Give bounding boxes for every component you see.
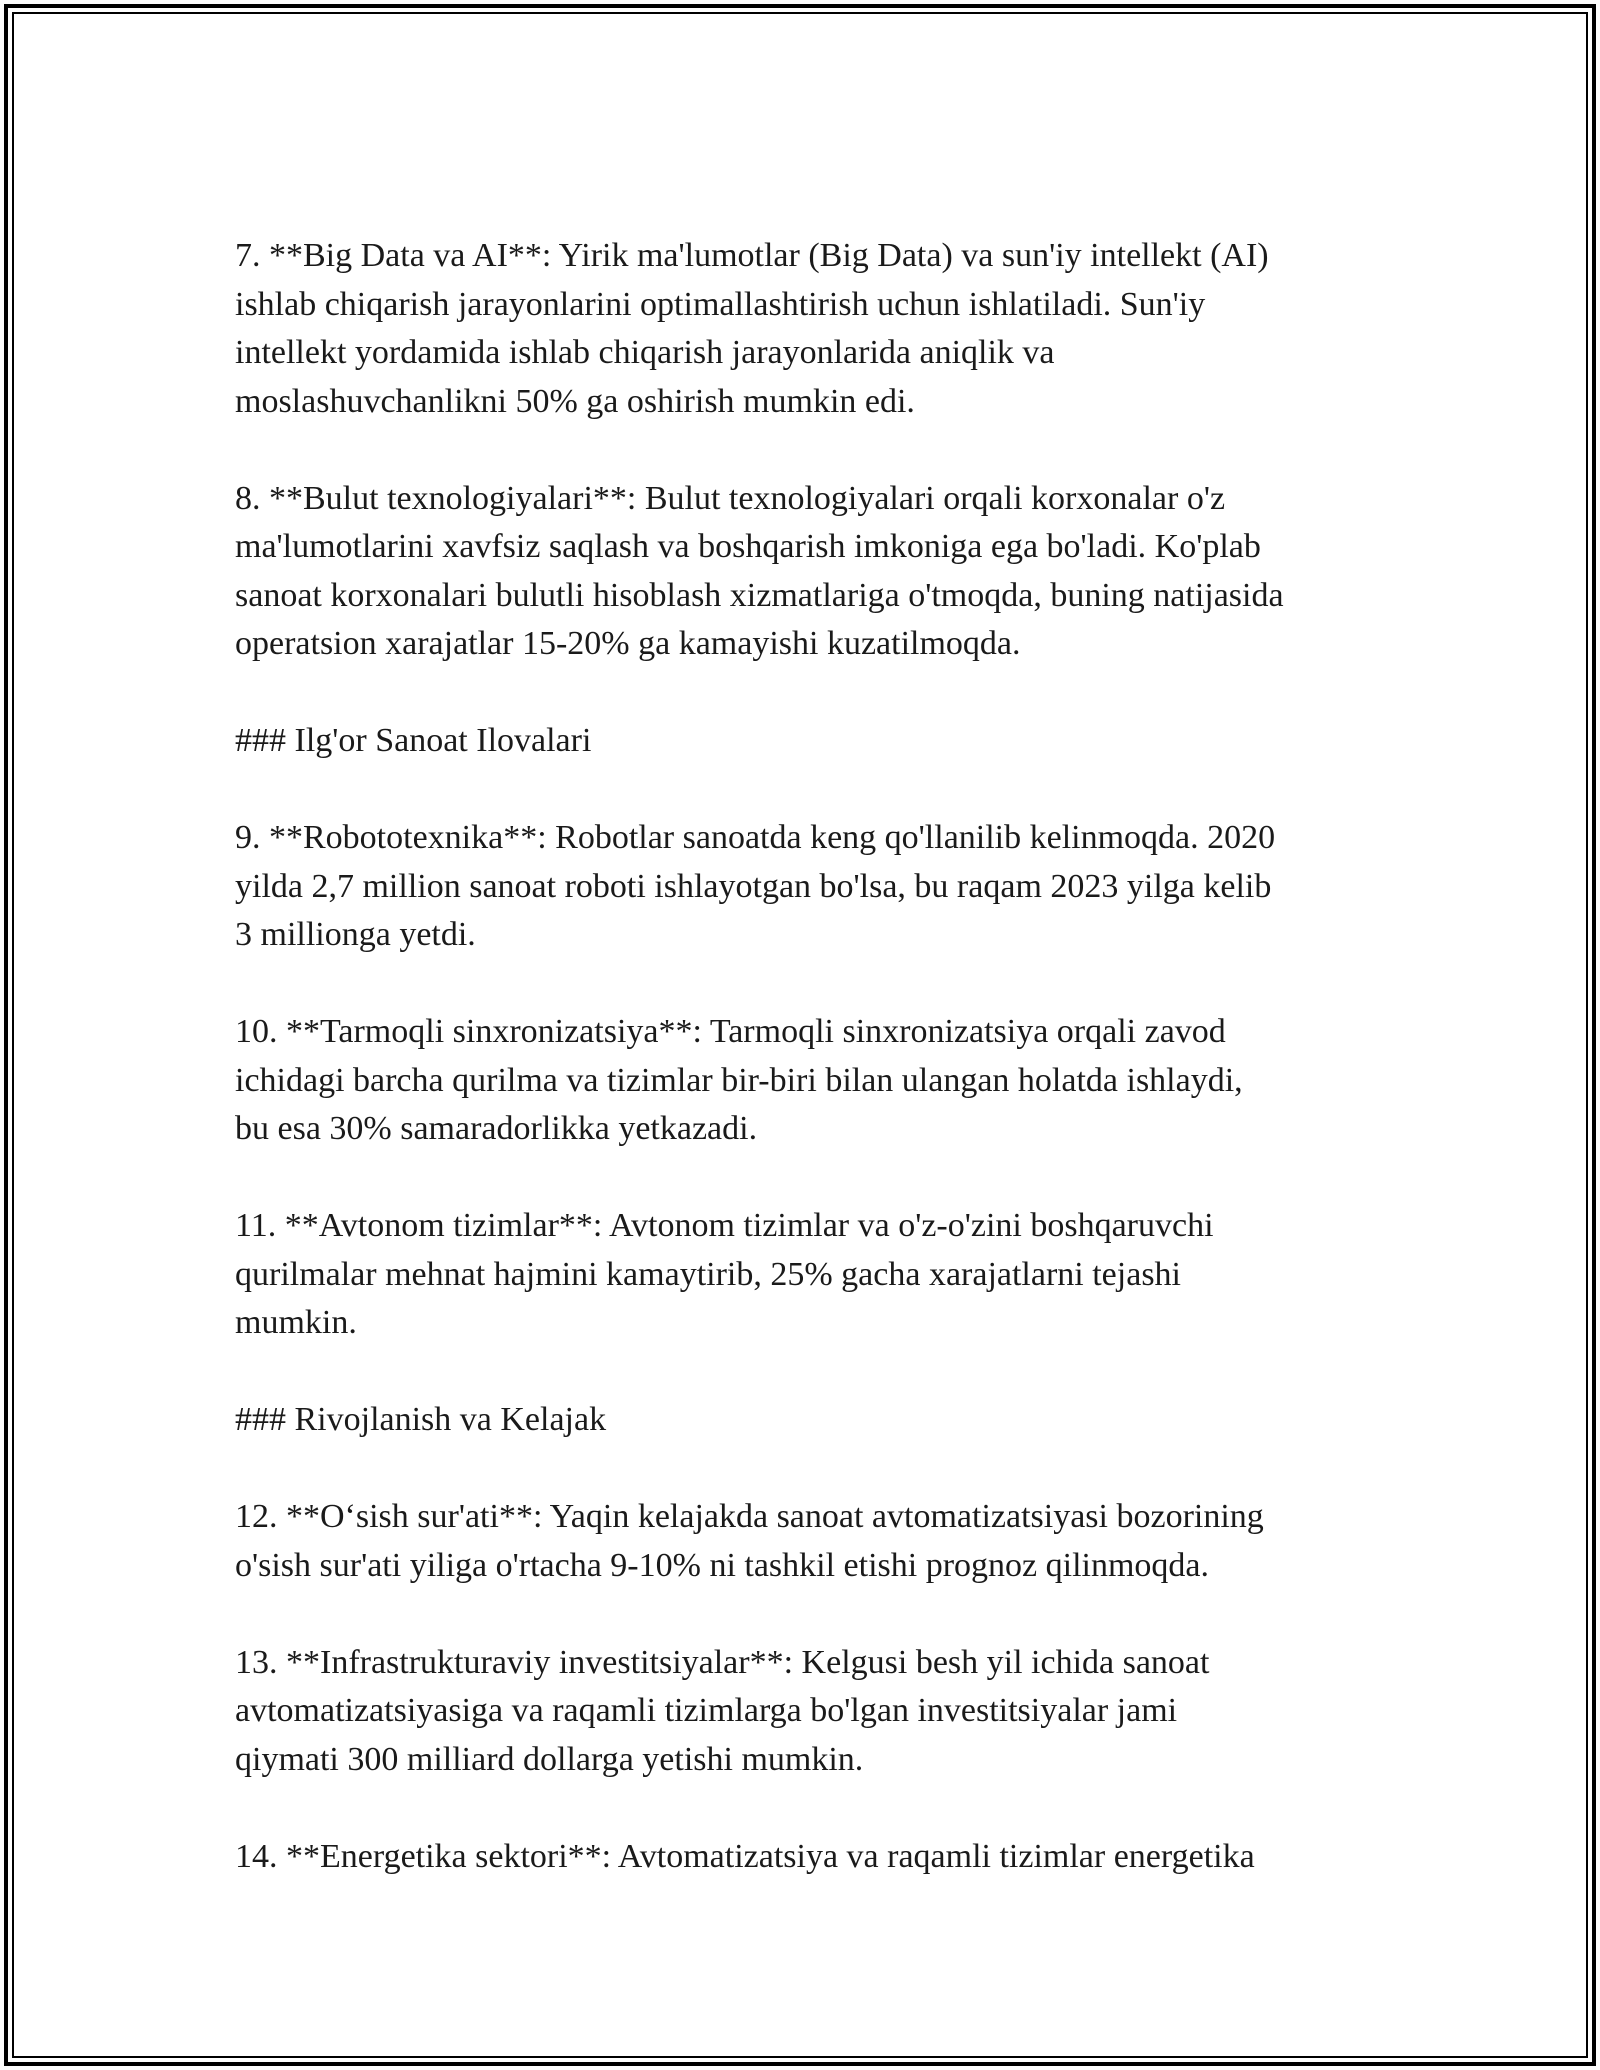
text-line: 9. **Robototexnika**: Robotlar sanoatda keng qo'llanilib kelinmoqda. 2020 [235, 819, 1276, 856]
text-line: 11. **Avtonom tizimlar**: Avtonom tizimlar va o'z-o'zini boshqaruvchi [235, 1207, 1214, 1244]
heading-text: ### Ilg'or Sanoat Ilovalari [235, 722, 592, 759]
text-line: yilda 2,7 million sanoat roboti ishlayotgan bo'lsa, bu raqam 2023 yilga kelib [235, 867, 1272, 905]
text-line: ichidagi barcha qurilma va tizimlar bir-biri bilan ulangan holatda ishlaydi, [235, 1061, 1243, 1099]
list-item-13 [235, 1639, 1375, 1785]
text-line: 14. **Energetika sektori**: Avtomatizatsiya va raqamli tizimlar energetika [235, 1837, 1255, 1875]
text-line: bu esa 30% samaradorlikka yetkazadi. [235, 1110, 758, 1147]
text-line: intellekt yordamida ishlab chiqarish jarayonlarida aniqlik va [235, 334, 1055, 371]
text-line: 12. **O‘sish sur'ati**: Yaqin kelajakda sanoat avtomatizatsiyasi bozorining [235, 1498, 1264, 1535]
text-line: ma'lumotlarini xavfsiz saqlash va boshqarish imkoniga ega bo'ladi. Ko'plab [235, 528, 1261, 565]
section-heading-rivojlanish-va-kelajak [235, 1396, 1375, 1445]
text-line: operatsion xarajatlar 15-20% ga kamayishi kuzatilmoqda. [235, 625, 1021, 662]
list-item-9 [235, 814, 1375, 960]
list-item-14 [235, 1833, 1375, 1882]
text-line: 10. **Tarmoqli sinxronizatsiya**: Tarmoqli sinxronizatsiya orqali zavod [235, 1013, 1226, 1050]
text-line: o'sish sur'ati yiliga o'rtacha 9-10% ni tashkil etishi prognoz qilinmoqda. [235, 1546, 1209, 1584]
text-line: ishlab chiqarish jarayonlarini optimallashtirish uchun ishlatiladi. Sun'iy [235, 285, 1206, 323]
document-body [235, 232, 1375, 1930]
text-line: moslashuvchanlikni 50% ga oshirish mumkin edi. [235, 382, 915, 420]
heading-text: ### Rivojlanish va Kelajak [235, 1401, 607, 1438]
text-line: 8. **Bulut texnologiyalari**: Bulut texnologiyalari orqali korxonalar o'z [235, 479, 1226, 517]
text-line: qiymati 300 milliard dollarga yetishi mumkin. [235, 1740, 864, 1778]
list-item-12 [235, 1493, 1375, 1590]
section-heading-ilgor-sanoat-ilovalari [235, 717, 1375, 766]
text-line: 3 millionga yetdi. [235, 916, 476, 953]
text-line: 13. **Infrastrukturaviy investitsiyalar**: Kelgusi besh yil ichida sanoat [235, 1643, 1210, 1681]
text-line: sanoat korxonalari bulutli hisoblash xizmatlariga o'tmoqda, buning natijasida [235, 576, 1284, 614]
text-line: 7. **Big Data va AI**: Yirik ma'lumotlar (Big Data) va sun'iy intellekt (AI) [235, 237, 1269, 274]
text-line: qurilmalar mehnat hajmini kamaytirib, 25% gacha xarajatlarni tejashi [235, 1255, 1181, 1293]
text-line: avtomatizatsiyasiga va raqamli tizimlarga bo'lgan investitsiyalar jami [235, 1692, 1178, 1729]
list-item-10 [235, 1008, 1375, 1154]
list-item-11 [235, 1202, 1375, 1348]
list-item-8 [235, 475, 1375, 669]
text-line: mumkin. [235, 1304, 357, 1341]
list-item-7 [235, 232, 1375, 426]
